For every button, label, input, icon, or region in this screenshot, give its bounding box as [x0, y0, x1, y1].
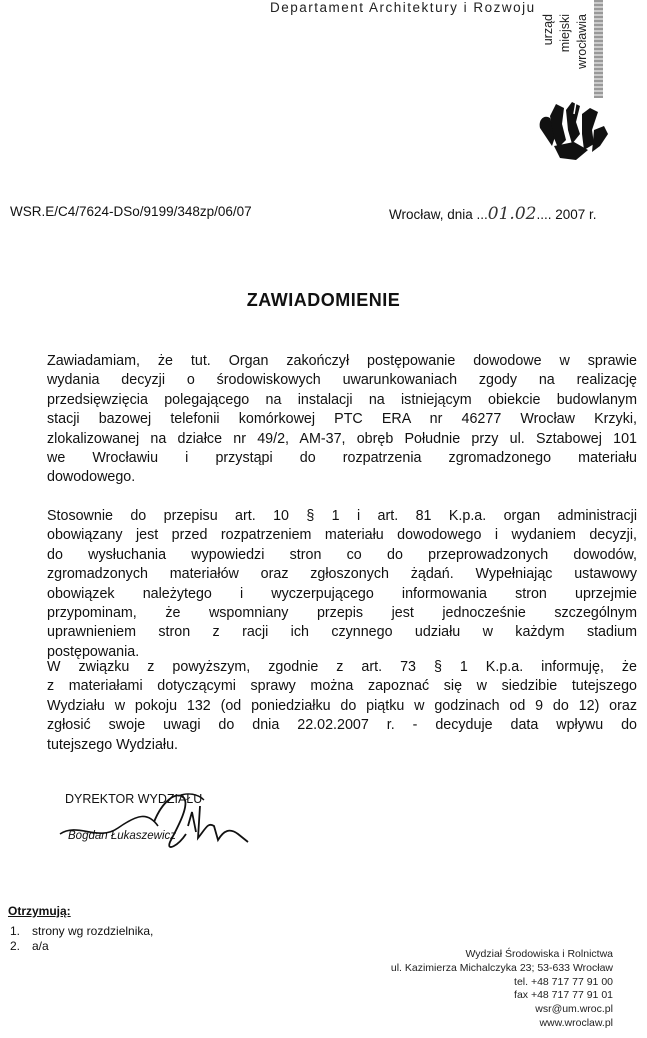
paragraph-line: stacji bazowej telefonii komórkowej PTC ERA nr 46277 Wrocław Krzyki, — [47, 411, 637, 428]
paragraph-line: obowiązany jest przed rozpatrzeniem materiału dowodowego i wydaniem decyzji, — [47, 527, 637, 544]
paragraph-line: we Wrocławiu i przystąpi do rozpatrzenia zgromadzonego materiału — [47, 449, 637, 466]
paragraph-line: zgłosić swoje uwagi do dnia 22.02.2007 r. - decyduje data wpływu do — [47, 717, 637, 734]
date-suffix: .... 2007 r. — [536, 207, 597, 222]
paragraph-line: Stosownie do przepisu art. 10 § 1 i art. 81 K.p.a. organ administracji — [47, 508, 637, 524]
paragraph-line: postępowania. — [47, 643, 140, 660]
paragraph-line: dowodowego. — [47, 469, 136, 486]
paragraph-3 — [47, 658, 637, 755]
recipient-item: 2. a/a — [10, 939, 49, 953]
footer-office: Wydział Środowiska i Rolnictwa — [465, 948, 613, 960]
paragraph-2 — [47, 507, 637, 662]
reference-number: WSR.E/C4/7624-DSo/9199/348zp/06/07 — [10, 204, 252, 219]
date-prefix: Wrocław, dnia ... — [389, 207, 488, 222]
footer-address: ul. Kazimierza Michalczyka 23; 53-633 Wrocław — [390, 961, 613, 974]
footer-website: www.wroclaw.pl — [539, 1016, 613, 1029]
footer-email: wsr@um.wroc.pl — [535, 1003, 613, 1016]
paragraph-line: uprawnieniem stron z racji ich czynnego udziału w każdym stadium — [47, 624, 637, 641]
logo-handprint-icon — [536, 100, 610, 162]
signature-role: DYREKTOR WYDZIAŁU — [65, 792, 203, 806]
paragraph-line: przedsięwzięcia polegającego na instalacji na istniejącym obiekcie budowlanym — [47, 391, 637, 408]
paragraph-line: obowiązek należytego i wyczerpującego informowania stron uprzejmie — [47, 585, 637, 602]
paragraph-line: tutejszego Wydziału. — [47, 736, 178, 753]
handwritten-signature-icon — [58, 782, 278, 862]
footer-fax: fax +48 717 77 91 01 — [514, 989, 613, 1002]
paragraph-line: W związku z powyższym, zgodnie z art. 73 § 1 K.p.a. informuję, że — [47, 659, 637, 675]
date-handwritten: 01.02 — [487, 204, 537, 224]
recipient-item: 1. strony wg rozdzielnika, — [10, 924, 154, 938]
city-logo — [536, 0, 610, 160]
paragraph-line: Zawiadamiam, że tut. Organ zakończył postępowanie dowodowe w sprawie — [47, 353, 637, 369]
paragraph-line: zlokalizowanej na działce nr 49/2, AM-37, obręb Południe przy ul. Sztabowej 101 — [47, 430, 637, 447]
document-title: ZAWIADOMIENIE — [246, 290, 401, 310]
paragraph-1 — [47, 352, 637, 488]
logo-line-1: urząd — [541, 14, 555, 46]
logo-line-3: wrocławia — [575, 14, 589, 69]
paragraph-line: z materiałami dotyczącymi sprawy można zapoznać się w siedzibie tutejszego — [47, 678, 637, 695]
paragraph-line: zgromadzonych materiałów oraz zgłoszonych żądań. Wypełniając ustawowy — [47, 566, 637, 583]
paragraph-line: wydania decyzji o środowiskowych uwarunkowaniach zgody na realizację — [47, 372, 637, 389]
logo-line-2: miejski — [558, 14, 572, 53]
place-date — [389, 204, 597, 224]
signature-block — [58, 782, 278, 862]
logo-bar — [594, 0, 603, 98]
footer-phone: tel. +48 717 77 91 00 — [514, 975, 613, 988]
paragraph-line: do wysłuchania wypowiedzi stron co do przeprowadzonych dowodów, — [47, 546, 637, 563]
signature-name: Bogdan Łukaszewicz — [68, 830, 177, 842]
paragraph-line: Wydziału w pokoju 132 (od poniedziałku do piątku w godzinach od 9 do 12) oraz — [47, 697, 637, 714]
department-name: Departament Architektury i Rozwoju — [270, 0, 536, 15]
office-footer — [391, 948, 613, 1031]
paragraph-line: przypominam, że wspomniany przepis jest jednocześnie szczególnym — [47, 604, 637, 621]
recipients-title: Otrzymują: — [8, 904, 71, 918]
